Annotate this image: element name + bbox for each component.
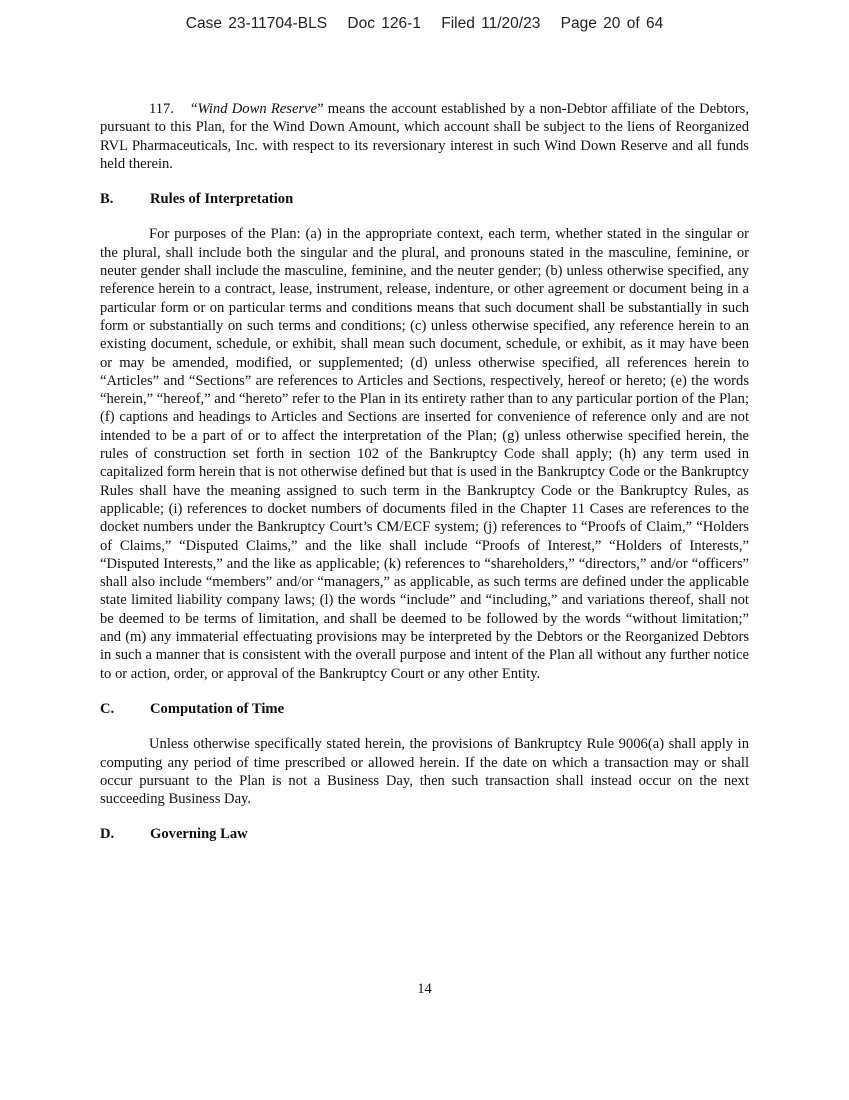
definition-number: 117.	[149, 101, 174, 117]
page-of-total: Page 20 of 64	[560, 15, 664, 32]
section-c-heading	[100, 700, 749, 718]
section-title: Rules of Interpretation	[150, 191, 294, 208]
section-letter: B.	[100, 191, 114, 208]
section-letter: C.	[100, 700, 115, 717]
section-title: Computation of Time	[150, 700, 285, 717]
section-letter: D.	[100, 826, 115, 843]
definition-text: ” means the account established by a non-Debtor affiliate of the Debtors, pursuant to this Plan, for the Wind Down Amount, which account shall be subject to the liens of Reorganized RVL Pharmaceuticals, Inc. with respect to its reversionary interest in such Wind Down Reserve and all funds held therein.	[100, 101, 749, 172]
case-number: Case 23-11704-BLS	[185, 15, 328, 32]
doc-number: Doc 126-1	[347, 15, 421, 32]
definition-117	[100, 100, 749, 173]
court-filing-stamp	[0, 15, 849, 33]
defined-term: Wind Down Reserve	[197, 101, 318, 117]
section-c-body: Unless otherwise specifically stated herein, the provisions of Bankruptcy Rule 9006(a) shall apply in computing any period of time prescribed or allowed herein. If the date on which a transaction may or shall occur pursuant to the Plan is not a Business Day, then such transaction shall instead occur on the next succeeding Business Day.	[100, 736, 749, 808]
section-b-body: For purposes of the Plan: (a) in the appropriate context, each term, whether stated in the singular or the plural, shall include both the singular and the plural, and pronouns stated in the masculine, feminine, or neuter gender shall include the masculine, feminine, and the neuter gender; (b) unless otherwise specified, any reference herein to a contract, lease, instrument, release, indenture, or other agreement or document being in a particular form or on particular terms and conditions means that such document shall be substantially in such form or substantially on such terms and conditions; (c) unless otherwise specified, any reference herein to an existing document, schedule, or exhibit, shall mean such document, schedule, or exhibit, as it may have been or may be amended, modified, or supplemented; (d) unless otherwise specified, all references herein to “Articles” and “Sections” are references to Articles and Sections, respectively, hereof or hereto; (e) the words “herein,” “hereof,” and “hereto” refer to the Plan in its entirety rather than to any particular portion of the Plan; (f) captions and headings to Articles and Sections are inserted for convenience of reference only and are not intended to be a part of or to affect the interpretation of the Plan; (g) unless otherwise specified herein, the rules of construction set forth in section 102 of the Bankruptcy Code shall apply; (h) any term used in capitalized form herein that is not otherwise defined but that is used in the Bankruptcy Code or the Bankruptcy Rules shall have the meaning assigned to such term in the Bankruptcy Code or the Bankruptcy Rules, as applicable; (i) references to docket numbers of documents filed in the Chapter 11 Cases are references to the docket numbers under the Bankruptcy Court’s CM/ECF system; (j) references to “Proofs of Claim,” “Holders of Claims,” “Disputed Claims,” and the like shall include “Proofs of Interest,” “Holders of Interests,” “Disputed Interests,” and the like as applicable; (k) references to “shareholders,” “directors,” and/or “officers” shall also include “members” and/or “managers,” as applicable, as such terms are defined under the applicable state limited liability company laws; (l) the words “include” and “including,” and variations thereof, shall not be deemed to be terms of limitation, and shall be deemed to be followed by the words “without limitation;” and (m) any immaterial effectuating provisions may be interpreted by the Debtors or the Reorganized Debtors in such a manner that is consistent with the overall purpose and intent of the Plan all without any further notice to or action, order, or approval of the Bankruptcy Court or any other Entity.	[100, 226, 749, 682]
page-number: 14	[417, 981, 432, 997]
filed-date: Filed 11/20/23	[441, 15, 541, 32]
open-quote: “	[191, 101, 198, 117]
section-title: Governing Law	[150, 826, 248, 843]
section-d-heading	[100, 825, 749, 843]
document-body	[100, 100, 749, 861]
section-b-heading	[100, 190, 749, 208]
